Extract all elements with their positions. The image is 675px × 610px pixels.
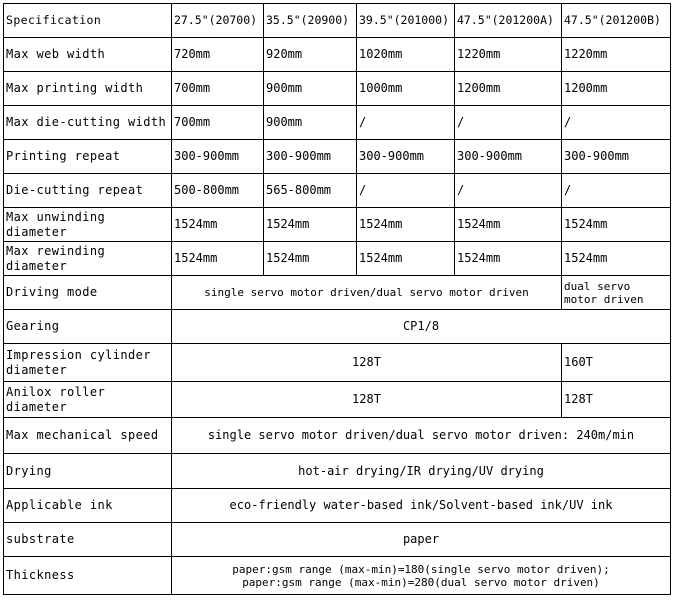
row-label: Max rewinding diameter — [4, 242, 172, 276]
table-cell: 1200mm — [562, 72, 671, 106]
table-cell: / — [562, 106, 671, 140]
row-label: Gearing — [4, 310, 172, 344]
table-cell: 1524mm — [264, 242, 357, 276]
table-cell: 1524mm — [562, 242, 671, 276]
row-label: Anilox roller diameter — [4, 382, 172, 418]
row-label: Applicable ink — [4, 489, 172, 523]
table-cell: 1220mm — [562, 38, 671, 72]
table-cell: 500-800mm — [172, 174, 264, 208]
table-cell: 300-900mm — [455, 140, 562, 174]
row-label: substrate — [4, 523, 172, 557]
row-label: Max mechanical speed — [4, 418, 172, 454]
thickness-line: paper:gsm range (max-min)=280(dual servo motor driven) — [242, 575, 600, 589]
table-row — [4, 38, 671, 72]
table-cell: 565-800mm — [264, 174, 357, 208]
table-row-thickness — [4, 557, 671, 595]
table-row-speed — [4, 418, 671, 454]
table-cell: 900mm — [264, 106, 357, 140]
table-cell: single servo motor driven/dual servo motor driven — [172, 276, 562, 310]
table-row — [4, 140, 671, 174]
table-row-gearing — [4, 310, 671, 344]
table-cell: 128T — [562, 382, 671, 418]
header-cell: 35.5"(20900) — [264, 4, 357, 38]
row-label: Max die-cutting width — [4, 106, 172, 140]
table-cell: 160T — [562, 344, 671, 382]
row-label: Max web width — [4, 38, 172, 72]
table-row-ink — [4, 489, 671, 523]
table-cell: 300-900mm — [264, 140, 357, 174]
table-row — [4, 174, 671, 208]
table-cell: 1524mm — [562, 208, 671, 242]
table-row — [4, 208, 671, 242]
table-cell: 128T — [172, 344, 562, 382]
table-cell: eco-friendly water-based ink/Solvent-based ink/UV ink — [172, 489, 671, 523]
table-cell: 920mm — [264, 38, 357, 72]
header-cell: 39.5"(201000) — [357, 4, 455, 38]
table-cell: 1524mm — [357, 242, 455, 276]
header-cell: 27.5"(20700) — [172, 4, 264, 38]
row-label: Max unwinding diameter — [4, 208, 172, 242]
table-cell: 1020mm — [357, 38, 455, 72]
row-label: Driving mode — [4, 276, 172, 310]
thickness-line: paper:gsm range (max-min)=180(single servo motor driven); — [232, 562, 610, 576]
table-cell: 1220mm — [455, 38, 562, 72]
table-cell: 128T — [172, 382, 562, 418]
table-cell: hot-air drying/IR drying/UV drying — [172, 454, 671, 489]
table-row-impression — [4, 344, 671, 382]
table-row-substrate — [4, 523, 671, 557]
table-cell: 1524mm — [172, 242, 264, 276]
table-cell: CP1/8 — [172, 310, 671, 344]
table-row-driving-mode — [4, 276, 671, 310]
table-cell — [172, 557, 671, 595]
table-header-row — [4, 4, 671, 38]
table-cell: 1524mm — [357, 208, 455, 242]
table-cell: 300-900mm — [357, 140, 455, 174]
table-cell: 900mm — [264, 72, 357, 106]
row-label: Die-cutting repeat — [4, 174, 172, 208]
table-cell: / — [455, 174, 562, 208]
table-cell: 700mm — [172, 72, 264, 106]
table-cell: 1524mm — [455, 242, 562, 276]
table-cell: 700mm — [172, 106, 264, 140]
table-cell: / — [357, 106, 455, 140]
table-row-drying — [4, 454, 671, 489]
row-label: Impression cylinder diameter — [4, 344, 172, 382]
table-cell: / — [562, 174, 671, 208]
table-cell: paper — [172, 523, 671, 557]
table-cell: 1200mm — [455, 72, 562, 106]
table-row-anilox — [4, 382, 671, 418]
table-cell: 720mm — [172, 38, 264, 72]
table-cell: / — [455, 106, 562, 140]
row-label: Max printing width — [4, 72, 172, 106]
table-cell: dual servo motor driven — [562, 276, 671, 310]
table-cell: 1524mm — [172, 208, 264, 242]
table-cell: / — [357, 174, 455, 208]
header-cell: Specification — [4, 4, 172, 38]
table-cell: 300-900mm — [562, 140, 671, 174]
table-cell: 300-900mm — [172, 140, 264, 174]
row-label: Printing repeat — [4, 140, 172, 174]
header-cell: 47.5"(201200B) — [562, 4, 671, 38]
specification-table — [3, 3, 671, 595]
table-row — [4, 242, 671, 276]
table-row — [4, 72, 671, 106]
table-cell: 1524mm — [264, 208, 357, 242]
table-row — [4, 106, 671, 140]
header-cell: 47.5"(201200A) — [455, 4, 562, 38]
row-label: Thickness — [4, 557, 172, 595]
table-cell: 1524mm — [455, 208, 562, 242]
table-cell: 1000mm — [357, 72, 455, 106]
table-cell: single servo motor driven/dual servo motor driven: 240m/min — [172, 418, 671, 454]
row-label: Drying — [4, 454, 172, 489]
